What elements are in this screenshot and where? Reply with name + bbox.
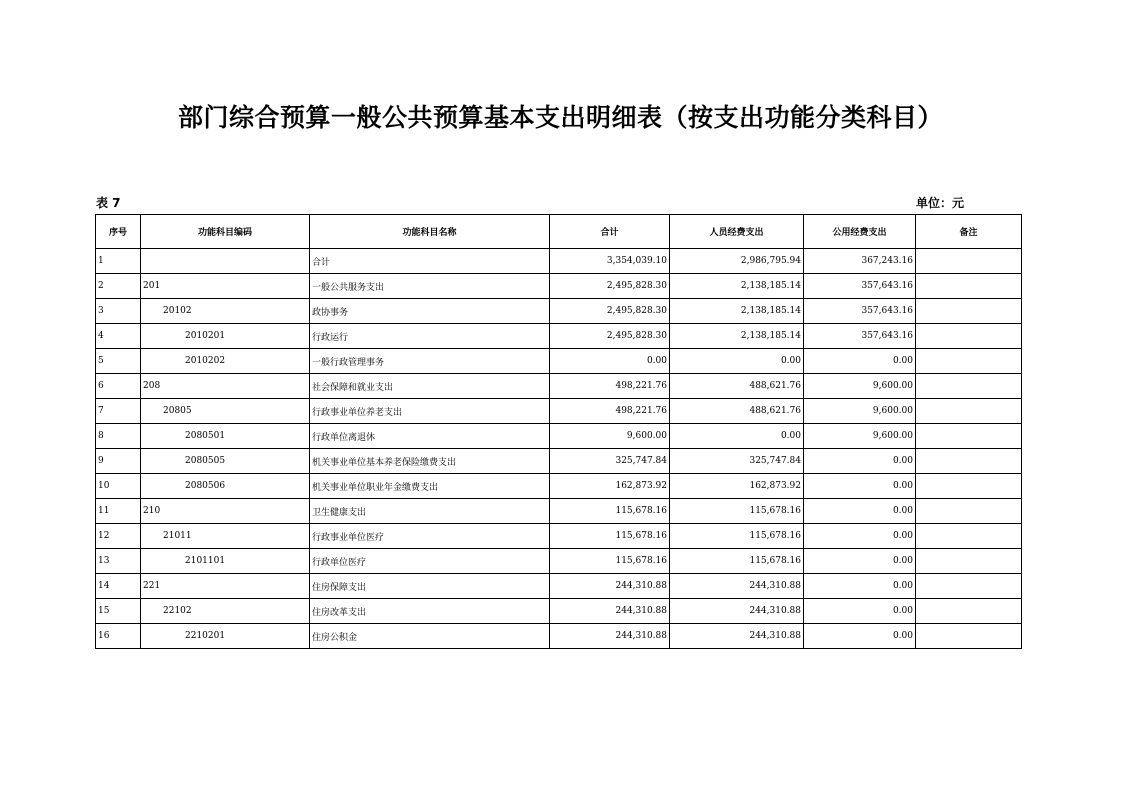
cell-note <box>916 549 1022 574</box>
header-personnel: 人员经费支出 <box>670 215 804 249</box>
cell-name: 一般公共服务支出 <box>310 274 550 299</box>
cell-code: 20102 <box>141 299 310 324</box>
table-row <box>96 624 1022 649</box>
cell-seq: 1 <box>96 249 141 274</box>
cell-total: 162,873.92 <box>550 474 670 499</box>
cell-note <box>916 524 1022 549</box>
cell-personnel: 488,621.76 <box>670 374 804 399</box>
table-row <box>96 549 1022 574</box>
header-public: 公用经费支出 <box>804 215 916 249</box>
cell-note <box>916 474 1022 499</box>
cell-total: 498,221.76 <box>550 399 670 424</box>
header-seq: 序号 <box>96 215 141 249</box>
cell-personnel: 325,747.84 <box>670 449 804 474</box>
cell-public: 9,600.00 <box>804 374 916 399</box>
table-row <box>96 599 1022 624</box>
cell-name: 机关事业单位职业年金缴费支出 <box>310 474 550 499</box>
cell-name: 住房保障支出 <box>310 574 550 599</box>
cell-public: 367,243.16 <box>804 249 916 274</box>
cell-public: 0.00 <box>804 574 916 599</box>
cell-total: 244,310.88 <box>550 599 670 624</box>
cell-total: 115,678.16 <box>550 549 670 574</box>
cell-total: 244,310.88 <box>550 574 670 599</box>
cell-seq: 4 <box>96 324 141 349</box>
cell-name: 行政运行 <box>310 324 550 349</box>
table-row <box>96 249 1022 274</box>
cell-code <box>141 249 310 274</box>
cell-personnel: 0.00 <box>670 424 804 449</box>
cell-seq: 16 <box>96 624 141 649</box>
cell-note <box>916 274 1022 299</box>
table-row <box>96 324 1022 349</box>
cell-name: 机关事业单位基本养老保险缴费支出 <box>310 449 550 474</box>
cell-seq: 6 <box>96 374 141 399</box>
cell-personnel: 115,678.16 <box>670 524 804 549</box>
cell-public: 0.00 <box>804 524 916 549</box>
cell-personnel: 2,138,185.14 <box>670 274 804 299</box>
page-title: 部门综合预算一般公共预算基本支出明细表（按支出功能分类科目） <box>177 103 943 132</box>
cell-name: 行政事业单位养老支出 <box>310 399 550 424</box>
table-row <box>96 449 1022 474</box>
cell-personnel: 115,678.16 <box>670 499 804 524</box>
cell-code: 201 <box>141 274 310 299</box>
cell-note <box>916 449 1022 474</box>
cell-public: 0.00 <box>804 349 916 374</box>
table-row <box>96 399 1022 424</box>
cell-total: 115,678.16 <box>550 524 670 549</box>
cell-name: 行政事业单位医疗 <box>310 524 550 549</box>
cell-seq: 8 <box>96 424 141 449</box>
cell-public: 0.00 <box>804 499 916 524</box>
cell-name: 住房公积金 <box>310 624 550 649</box>
cell-total: 115,678.16 <box>550 499 670 524</box>
cell-public: 0.00 <box>804 599 916 624</box>
cell-note <box>916 499 1022 524</box>
cell-code: 2010201 <box>141 324 310 349</box>
cell-personnel: 488,621.76 <box>670 399 804 424</box>
cell-code: 221 <box>141 574 310 599</box>
table-row <box>96 574 1022 599</box>
cell-code: 2010202 <box>141 349 310 374</box>
cell-note <box>916 574 1022 599</box>
cell-code: 21011 <box>141 524 310 549</box>
cell-public: 0.00 <box>804 624 916 649</box>
cell-personnel: 2,138,185.14 <box>670 299 804 324</box>
cell-seq: 11 <box>96 499 141 524</box>
cell-name: 一般行政管理事务 <box>310 349 550 374</box>
cell-personnel: 2,986,795.94 <box>670 249 804 274</box>
cell-personnel: 244,310.88 <box>670 574 804 599</box>
cell-name: 卫生健康支出 <box>310 499 550 524</box>
cell-code: 2080506 <box>141 474 310 499</box>
cell-note <box>916 249 1022 274</box>
cell-total: 2,495,828.30 <box>550 299 670 324</box>
table-number-label: 表 7 <box>96 196 121 210</box>
cell-name: 行政单位医疗 <box>310 549 550 574</box>
cell-note <box>916 349 1022 374</box>
header-note: 备注 <box>916 215 1022 249</box>
cell-public: 0.00 <box>804 474 916 499</box>
cell-public: 357,643.16 <box>804 324 916 349</box>
table-row <box>96 349 1022 374</box>
cell-code: 2080505 <box>141 449 310 474</box>
cell-note <box>916 424 1022 449</box>
cell-public: 0.00 <box>804 449 916 474</box>
cell-code: 210 <box>141 499 310 524</box>
unit-label: 单位：元 <box>916 196 965 210</box>
cell-public: 0.00 <box>804 549 916 574</box>
cell-public: 9,600.00 <box>804 399 916 424</box>
cell-total: 0.00 <box>550 349 670 374</box>
cell-personnel: 244,310.88 <box>670 599 804 624</box>
cell-personnel: 244,310.88 <box>670 624 804 649</box>
cell-personnel: 2,138,185.14 <box>670 324 804 349</box>
cell-total: 9,600.00 <box>550 424 670 449</box>
table-row <box>96 424 1022 449</box>
cell-public: 357,643.16 <box>804 274 916 299</box>
cell-total: 244,310.88 <box>550 624 670 649</box>
cell-seq: 2 <box>96 274 141 299</box>
cell-personnel: 162,873.92 <box>670 474 804 499</box>
cell-public: 357,643.16 <box>804 299 916 324</box>
cell-code: 20805 <box>141 399 310 424</box>
cell-name: 行政单位离退休 <box>310 424 550 449</box>
cell-name: 政协事务 <box>310 299 550 324</box>
header-total: 合计 <box>550 215 670 249</box>
cell-seq: 10 <box>96 474 141 499</box>
cell-seq: 3 <box>96 299 141 324</box>
header-code: 功能科目编码 <box>141 215 310 249</box>
cell-total: 3,354,039.10 <box>550 249 670 274</box>
cell-seq: 7 <box>96 399 141 424</box>
cell-seq: 5 <box>96 349 141 374</box>
table-row <box>96 499 1022 524</box>
cell-note <box>916 299 1022 324</box>
table-row <box>96 474 1022 499</box>
cell-note <box>916 399 1022 424</box>
table-row <box>96 299 1022 324</box>
cell-code: 2210201 <box>141 624 310 649</box>
cell-seq: 15 <box>96 599 141 624</box>
table-row <box>96 274 1022 299</box>
cell-note <box>916 374 1022 399</box>
budget-table <box>95 214 1022 649</box>
cell-code: 2080501 <box>141 424 310 449</box>
cell-code: 2101101 <box>141 549 310 574</box>
cell-total: 2,495,828.30 <box>550 324 670 349</box>
header-name: 功能科目名称 <box>310 215 550 249</box>
cell-note <box>916 624 1022 649</box>
cell-public: 9,600.00 <box>804 424 916 449</box>
table-row <box>96 524 1022 549</box>
cell-seq: 12 <box>96 524 141 549</box>
cell-seq: 14 <box>96 574 141 599</box>
cell-personnel: 0.00 <box>670 349 804 374</box>
cell-seq: 9 <box>96 449 141 474</box>
cell-name: 合计 <box>310 249 550 274</box>
cell-code: 22102 <box>141 599 310 624</box>
cell-note <box>916 599 1022 624</box>
cell-total: 498,221.76 <box>550 374 670 399</box>
table-row <box>96 374 1022 399</box>
cell-name: 社会保障和就业支出 <box>310 374 550 399</box>
cell-total: 2,495,828.30 <box>550 274 670 299</box>
table-header-row <box>96 215 1022 249</box>
cell-name: 住房改革支出 <box>310 599 550 624</box>
cell-seq: 13 <box>96 549 141 574</box>
cell-total: 325,747.84 <box>550 449 670 474</box>
cell-code: 208 <box>141 374 310 399</box>
cell-note <box>916 324 1022 349</box>
cell-personnel: 115,678.16 <box>670 549 804 574</box>
